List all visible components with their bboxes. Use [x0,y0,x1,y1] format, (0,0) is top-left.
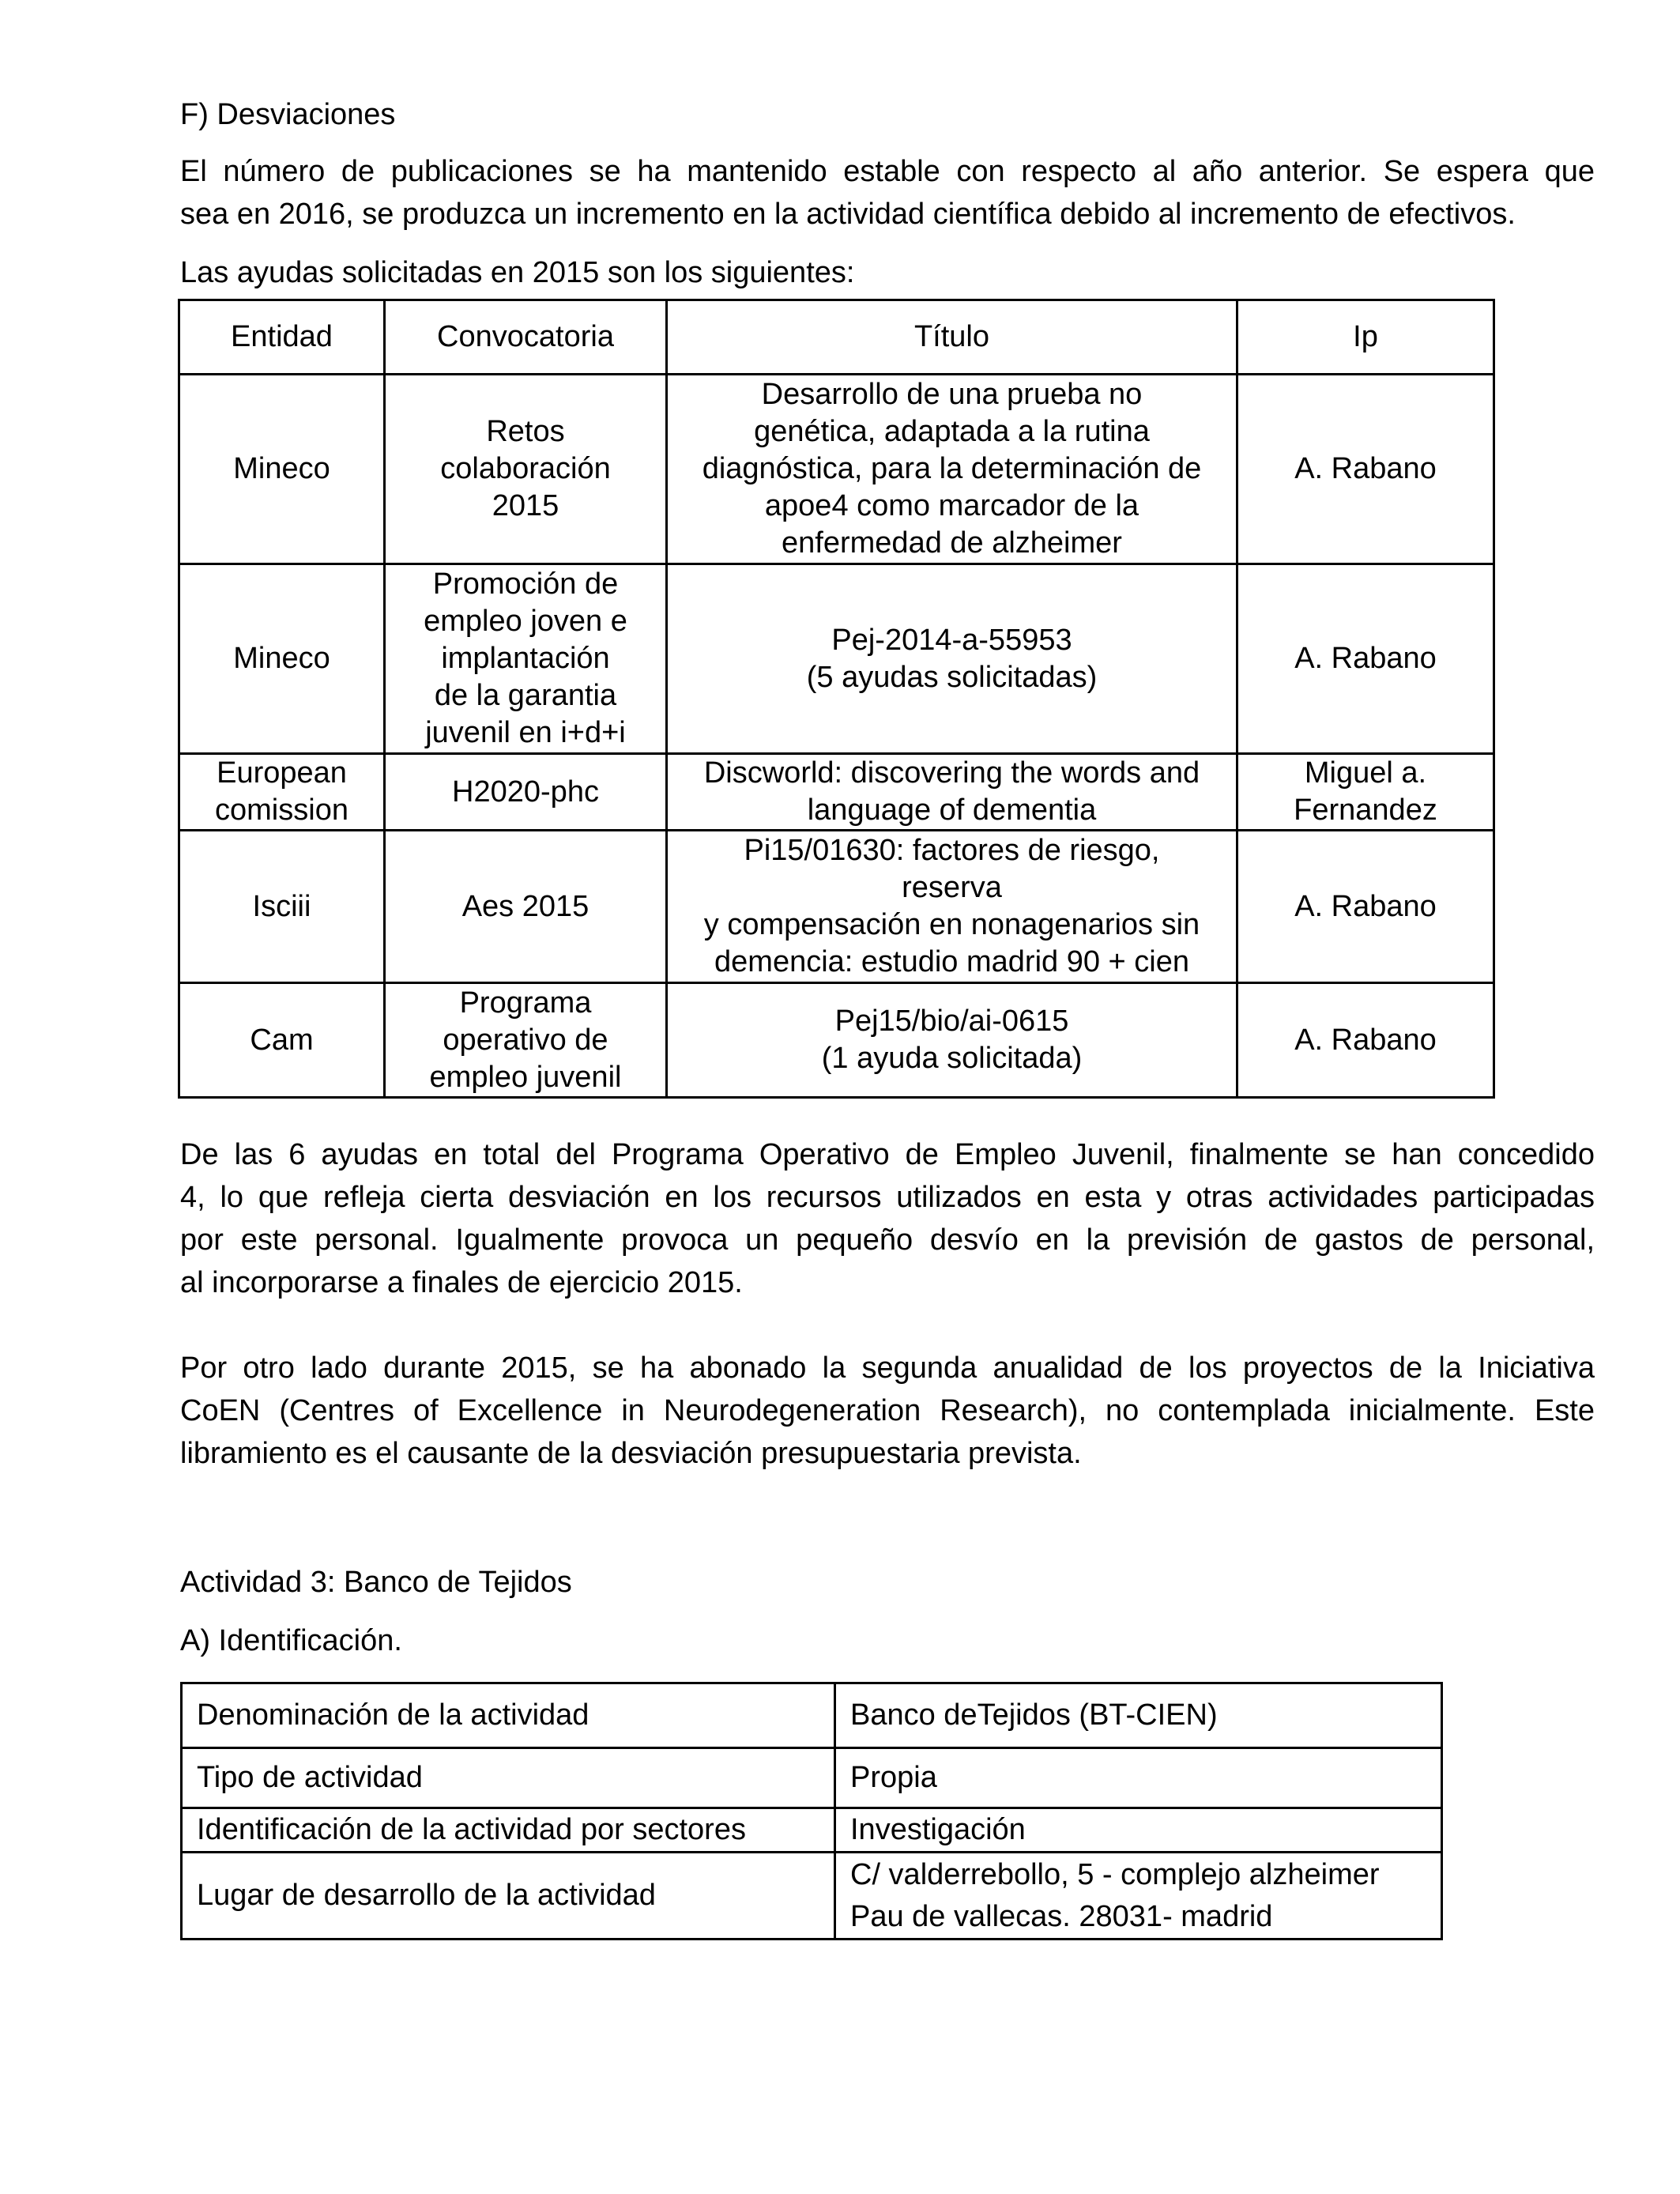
cell-convocatoria: Retos colaboración 2015 [385,375,667,564]
deviation-paragraph [180,1133,1595,1304]
table-intro: Las ayudas solicitadas en 2015 son los siguientes: [180,256,855,289]
cell-label: Identificación de la actividad por sectores [182,1808,835,1853]
cell-entidad: Cam [179,983,385,1098]
table-row [179,831,1494,983]
cell-value: C/ valderrebollo, 5 - complejo alzheimer Pau de vallecas. 28031- madrid [835,1853,1442,1940]
text-line: por este personal. Igualmente provoca un pequeño desvío en la previsión de gastos de personal, [180,1223,1595,1257]
cell-ip: A. Rabano [1237,564,1494,754]
table-row [182,1683,1442,1748]
cell-titulo: Desarrollo de una prueba no genética, adaptada a la rutina diagnóstica, para la determinación de apoe4 como marcador de la enfermedad de alzheimer [667,375,1237,564]
table-row [182,1748,1442,1808]
text-line: libramiento es el causante de la desviación presupuestaria prevista. [180,1437,1082,1470]
cell-value: Propia [835,1748,1442,1808]
cell-ip: Miguel a. Fernandez [1237,754,1494,831]
text-line: 4, lo que refleja cierta desviación en los recursos utilizados en esta y otras actividades participadas [180,1181,1595,1214]
table-row [179,754,1494,831]
cell-ip: A. Rabano [1237,375,1494,564]
text-line: Por otro lado durante 2015, se ha abonado la segunda anualidad de los proyectos de la Iniciativa [180,1351,1595,1385]
cell-entidad: Isciii [179,831,385,983]
cell-entidad: Mineco [179,564,385,754]
cell-titulo: Pej15/bio/ai-0615 (1 ayuda solicitada) [667,983,1237,1098]
identification-table [180,1682,1443,1940]
section-f-intro [180,150,1595,236]
table-row [179,983,1494,1098]
coen-paragraph [180,1347,1595,1475]
section-f-heading: F) Desviaciones [180,98,396,131]
cell-titulo: Pej-2014-a-55953 (5 ayudas solicitadas) [667,564,1237,754]
table-row [179,375,1494,564]
text-line: El número de publicaciones se ha mantenido estable con respecto al año anterior. Se espera que [180,155,1595,188]
table-header-row [179,300,1494,375]
table-row [182,1808,1442,1853]
table-row [182,1853,1442,1940]
header-titulo: Título [667,300,1237,375]
grants-table [178,299,1495,1099]
cell-ip: A. Rabano [1237,983,1494,1098]
cell-label: Lugar de desarrollo de la actividad [182,1853,835,1940]
header-entidad: Entidad [179,300,385,375]
cell-value: Investigación [835,1808,1442,1853]
cell-entidad: Mineco [179,375,385,564]
header-ip: Ip [1237,300,1494,375]
cell-value: Banco deTejidos (BT-CIEN) [835,1683,1442,1748]
text-line: CoEN (Centres of Excellence in Neurodegeneration Research), no contemplada inicialmente. Este [180,1394,1595,1427]
header-convocatoria: Convocatoria [385,300,667,375]
cell-ip: A. Rabano [1237,831,1494,983]
text-line: De las 6 ayudas en total del Programa Operativo de Empleo Juvenil, finalmente se han concedido [180,1138,1595,1171]
identification-heading: A) Identificación. [180,1624,402,1657]
cell-label: Tipo de actividad [182,1748,835,1808]
cell-convocatoria: H2020-phc [385,754,667,831]
cell-titulo: Discworld: discovering the words and language of dementia [667,754,1237,831]
cell-convocatoria: Aes 2015 [385,831,667,983]
activity3-heading: Actividad 3: Banco de Tejidos [180,1566,572,1599]
cell-convocatoria: Programa operativo de empleo juvenil [385,983,667,1098]
text-line: al incorporarse a finales de ejercicio 2015. [180,1266,743,1299]
text-line: sea en 2016, se produzca un incremento en la actividad científica debido al incremento de efectivos. [180,198,1516,231]
cell-entidad: European comission [179,754,385,831]
cell-convocatoria: Promoción de empleo joven e implantación de la garantia juvenil en i+d+i [385,564,667,754]
cell-titulo: Pi15/01630: factores de riesgo, reserva y compensación en nonagenarios sin demencia: estudio madrid 90 + cien [667,831,1237,983]
table-row [179,564,1494,754]
cell-label: Denominación de la actividad [182,1683,835,1748]
